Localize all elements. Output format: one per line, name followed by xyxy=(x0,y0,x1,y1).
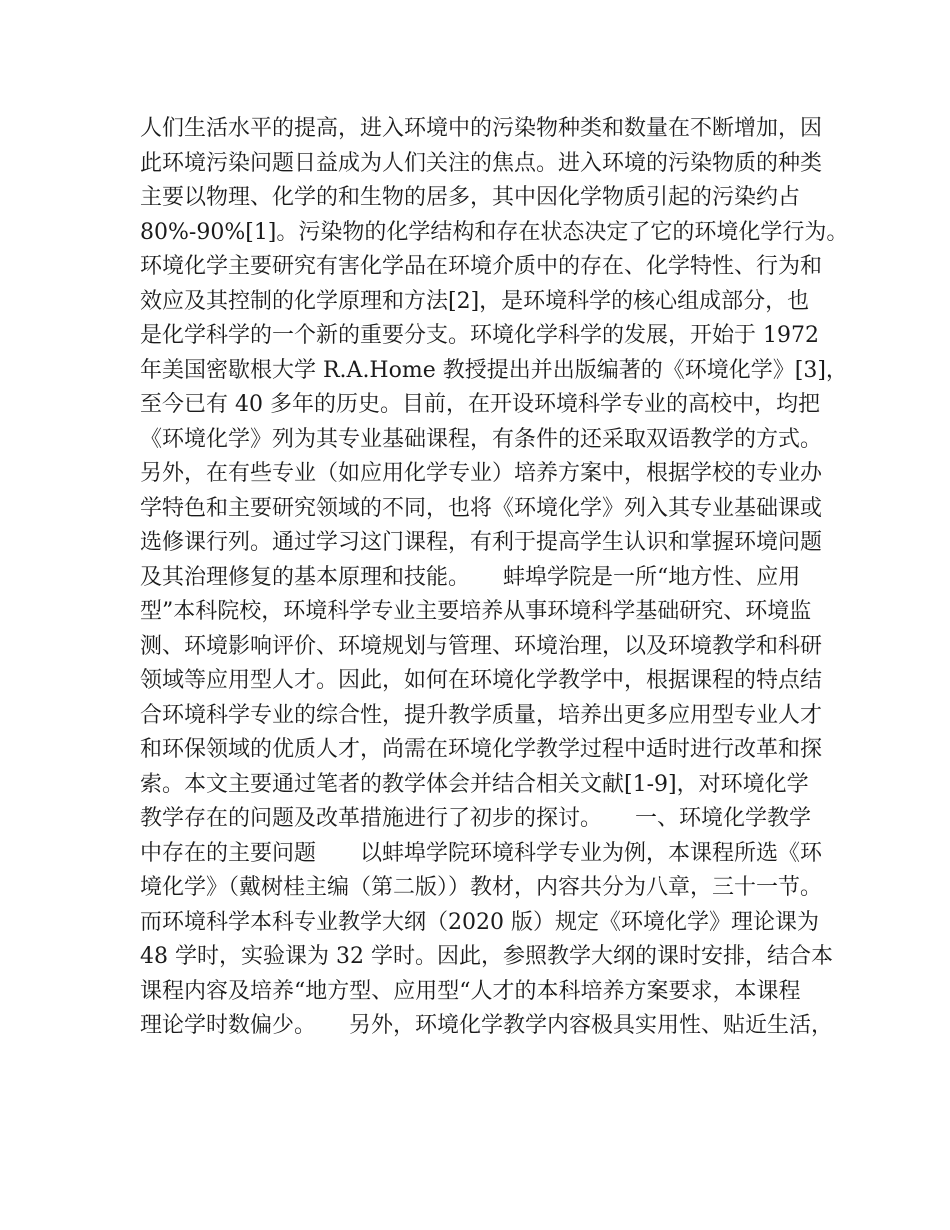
text-line: 人们生活水平的提高，进入环境中的污染物种类和数量在不断增加，因 xyxy=(140,116,823,141)
text-line: 学特色和主要研究领域的不同，也将《环境化学》列入其专业基础课或 xyxy=(140,495,823,521)
text-line: 测、环境影响评价、环境规划与管理、环境治理，以及环境教学和科研 xyxy=(140,633,823,659)
text-line: 课程内容及培养“地方型、应用型“人才的本科培养方案要求，本课程 xyxy=(140,978,801,1004)
text-line: 此环境污染问题日益成为人们关注的焦点。进入环境的污染物质的种类 xyxy=(140,150,823,176)
text-line: 48 学时，实验课为 32 学时。因此，参照教学大纲的课时安排，结合本 xyxy=(140,944,833,969)
text-line: 80%-90%[1]。污染物的化学结构和存在状态决定了它的环境化学行为。 xyxy=(140,219,849,245)
text-line: 和环保领域的优质人才，尚需在环境化学教学过程中适时进行改革和探 xyxy=(140,737,823,762)
text-line: 年美国密歇根大学 R.A.Home 教授提出并出版编著的《环境化学》[3]， xyxy=(140,357,848,383)
text-line: 及其治理修复的基本原理和技能。 蚌埠学院是一所“地方性、应用 xyxy=(140,564,801,590)
text-line: 型”本科院校，环境科学专业主要培养从事环境科学基础研究、环境监 xyxy=(140,599,812,624)
body-text xyxy=(140,112,849,1044)
text-line: 至今已有 40 多年的历史。目前，在开设环境科学专业的高校中，均把 xyxy=(140,392,820,417)
text-line: 领域等应用型人才。因此，如何在环境化学教学中，根据课程的特点结 xyxy=(140,668,823,693)
text-line: 环境化学主要研究有害化学品在环境介质中的存在、化学特性、行为和 xyxy=(140,254,823,279)
text-line: 《环境化学》列为其专业基础课程，有条件的还采取双语教学的方式。 xyxy=(140,426,823,452)
text-line: 教学存在的问题及改革措施进行了初步的探讨。 一、环境化学教学 xyxy=(140,806,812,831)
text-line: 境化学》（戴树桂主编（第二版））教材，内容共分为八章，三十一节。 xyxy=(140,875,823,900)
text-line: 主要以物理、化学的和生物的居多，其中因化学物质引起的污染约占 xyxy=(140,185,801,210)
text-line: 而环境科学本科专业教学大纲（2020 版）规定《环境化学》理论课为 xyxy=(140,909,819,935)
text-line: 理论学时数偏少。 另外，环境化学教学内容极具实用性、贴近生活， xyxy=(140,1013,834,1038)
text-line: 选修课行列。通过学习这门课程，有利于提高学生认识和掌握环境问题 xyxy=(140,530,823,555)
text-line: 索。本文主要通过笔者的教学体会并结合相关文献[1-9]，对环境化学 xyxy=(140,771,809,797)
text-line: 另外，在有些专业（如应用化学专业）培养方案中，根据学校的专业办 xyxy=(140,461,823,486)
text-line: 效应及其控制的化学原理和方法[2]，是环境科学的核心组成部分，也 xyxy=(140,288,810,314)
text-line: 中存在的主要问题 以蚌埠学院环境科学专业为例，本课程所选《环 xyxy=(140,840,823,866)
text-line: 是化学科学的一个新的重要分支。环境化学科学的发展，开始于 1972 xyxy=(140,323,819,348)
text-line: 合环境科学专业的综合性，提升教学质量，培养出更多应用型专业人才 xyxy=(140,702,823,728)
